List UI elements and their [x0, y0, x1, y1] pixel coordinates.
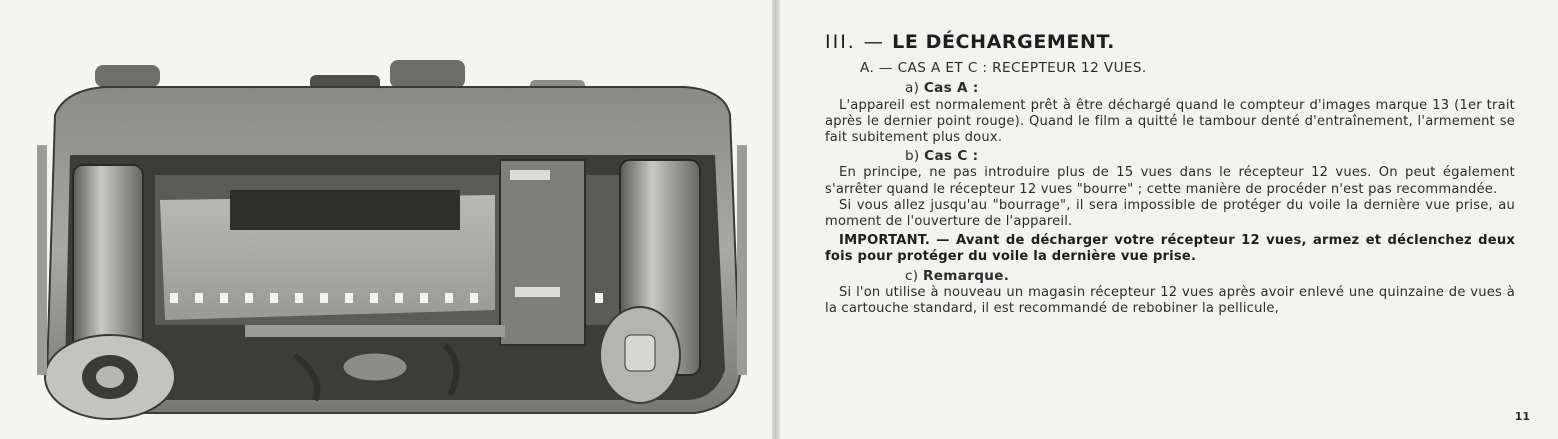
- left-page: [0, 0, 776, 439]
- remark-heading: [905, 268, 1515, 284]
- page-gutter: [772, 0, 780, 439]
- page-number: 11: [1514, 410, 1530, 423]
- subsection-title: CAS A ET C : RECEPTEUR 12 VUES.: [897, 60, 1147, 77]
- section-heading: [825, 31, 1515, 53]
- remark-title: Remarque.: [923, 267, 1010, 284]
- case-c-text-1: En principe, ne pas introduire plus de 15 vues dans le récepteur 12 vues. On peut également s'arrêter quand le récepteur 12 vues "bourre" ; cette manière de procéder n'est pas recommandée.: [825, 165, 1515, 197]
- section-number: III. —: [825, 31, 885, 53]
- case-c-heading: [905, 148, 1515, 164]
- case-a-heading: [905, 80, 1515, 96]
- case-c-text-2: Si vous allez jusqu'au "bourrage", il sera impossible de protéger du voile la dernière vue prise, au moment de l'ouverture de l'appareil.: [825, 197, 1515, 230]
- subsection-heading: [860, 60, 1515, 76]
- important-note: IMPORTANT. — Avant de décharger votre récepteur 12 vues, armez et déclenchez deux fois pour protéger du voile la dernière vue prise.: [825, 233, 1515, 265]
- case-c-title: Cas C :: [924, 148, 979, 165]
- camera-interior-photo: [25, 55, 760, 420]
- case-a-title: Cas A :: [923, 80, 979, 97]
- case-a-text: L'appareil est normalement prêt à être déchargé quand le compteur d'images marque 13 (1er trait après le dernier point rouge). Quand le film a quitté le tambour denté d'entraînement, l'armement se fait subitement plus doux.: [825, 97, 1515, 146]
- remark-text: Si l'on utilise à nouveau un magasin récepteur 12 vues après avoir enlevé une quinzaine de vues à la cartouche standard, il est recommandé de rebobiner la pellicule,: [825, 284, 1515, 317]
- right-page: [780, 0, 1558, 439]
- remark-label: c): [905, 267, 919, 284]
- text-block: [825, 31, 1515, 317]
- case-c-label: b): [905, 148, 920, 165]
- subsection-label: A. —: [860, 60, 893, 77]
- section-title: LE DÉCHARGEMENT.: [892, 31, 1115, 53]
- case-a-label: a): [905, 80, 920, 97]
